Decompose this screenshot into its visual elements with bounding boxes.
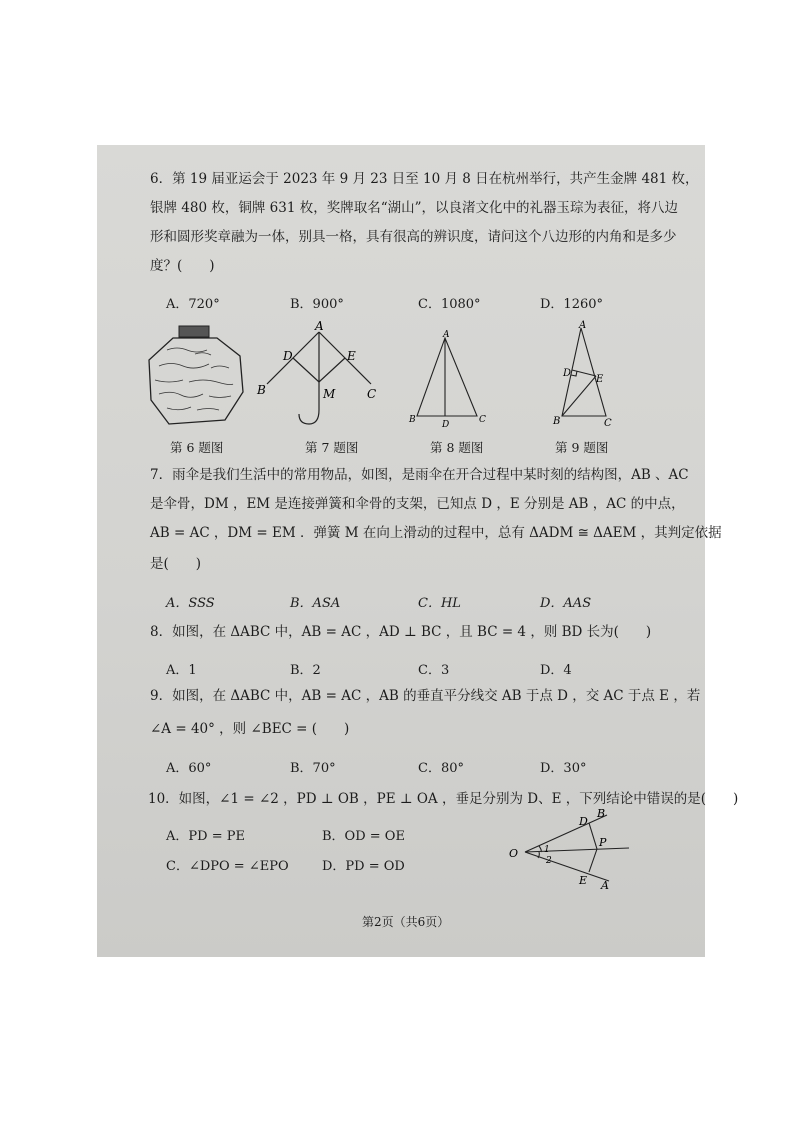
fig7-label-a: A	[315, 319, 324, 333]
q6-line4: 度？( )	[150, 258, 215, 274]
fig8-triangle-diagram	[405, 330, 490, 430]
q10-option-b: B．OD = OE	[322, 829, 405, 844]
fig8-label-c: C	[479, 415, 486, 425]
q6-line2: 银牌 480 枚，铜牌 631 枚，奖牌取名“湖山”，以良渚文化中的礼器玉琮为表征，将八边	[150, 200, 679, 216]
q8-text: 8．如图，在 ΔABC 中，AB = AC ，AD ⊥ BC ，且 BC = 4 ，则 BD 长为( )	[150, 624, 652, 640]
fig9-caption: 第 9 题图	[555, 440, 609, 455]
fig7-label-m: M	[323, 387, 336, 401]
q8-option-b: B．2	[290, 663, 321, 678]
fig7-label-e: E	[347, 349, 356, 363]
q10-option-c: C．∠DPO = ∠EPO	[166, 859, 289, 874]
fig9-label-b: B	[553, 416, 561, 427]
q6-option-c: C．1080°	[418, 297, 481, 312]
q10-text: 10．如图，∠1 = ∠2 ，PD ⊥ OB ，PE ⊥ OA ，垂足分别为 D、E ，下列结论中错误的是( )	[148, 791, 739, 807]
q6-option-d: D．1260°	[540, 297, 604, 312]
fig10-label-e: E	[579, 874, 588, 887]
fig10-label-o: O	[509, 847, 519, 860]
q6-line1: 6．第 19 届亚运会于 2023 年 9 月 23 日至 10 月 8 日在杭州举行，共产生金牌 481 枚，	[150, 171, 699, 187]
fig10-label-a: A	[601, 879, 609, 892]
q9-option-d: D．30°	[540, 761, 587, 776]
q6-line3: 形和圆形奖章融为一体，别具一格，具有很高的辨识度，请问这个八边形的内角和是多少	[150, 229, 677, 245]
fig10-angle-2: 2	[546, 856, 552, 866]
fig10-label-p: P	[599, 836, 607, 849]
fig8-label-b: B	[409, 415, 416, 425]
q10-option-d: D．PD = OD	[322, 859, 405, 874]
fig7-caption: 第 7 题图	[305, 440, 359, 455]
fig10-angle-1: 1	[544, 845, 550, 855]
q7-option-d: D．AAS	[540, 596, 592, 611]
fig9-label-d: D	[563, 368, 572, 379]
fig10-angle-diagram	[505, 805, 630, 890]
fig9-label-a: A	[579, 320, 587, 331]
q7-line3: AB = AC ，DM = EM ．弹簧 M 在向上滑动的过程中，总有 ΔADM ≅ ΔAEM ，其判定依据	[150, 525, 722, 541]
q7-option-a: A．SSS	[166, 596, 215, 611]
q7-option-b: B．ASA	[290, 596, 341, 611]
fig7-label-c: C	[367, 387, 377, 401]
fig9-triangle-diagram	[548, 320, 623, 432]
fig8-label-d: D	[442, 420, 450, 430]
fig10-label-d: D	[579, 815, 588, 828]
q8-option-a: A．1	[166, 663, 197, 678]
fig7-umbrella-diagram	[255, 318, 385, 433]
fig7-label-d: D	[283, 349, 293, 363]
q6-option-b: B．900°	[290, 297, 344, 312]
fig8-label-a: A	[443, 330, 450, 340]
fig6-octagon-medal	[145, 324, 245, 434]
q9-option-c: C．80°	[418, 761, 464, 776]
page-number: 第2页（共6页）	[362, 915, 450, 929]
fig9-label-c: C	[604, 418, 612, 429]
q9-option-b: B．70°	[290, 761, 336, 776]
q7-line2: 是伞骨，DM ，EM 是连接弹簧和伞骨的支架，已知点 D ，E 分别是 AB ，AC 的中点，	[150, 496, 685, 512]
fig7-label-b: B	[257, 383, 266, 397]
q6-option-a: A．720°	[166, 297, 220, 312]
q9-option-a: A．60°	[166, 761, 212, 776]
fig6-caption: 第 6 题图	[170, 440, 224, 455]
q9-line1: 9．如图，在 ΔABC 中，AB = AC ，AB 的垂直平分线交 AB 于点 D ，交 AC 于点 E ，若	[150, 688, 701, 704]
q8-option-d: D．4	[540, 663, 572, 678]
fig8-caption: 第 8 题图	[430, 440, 484, 455]
q7-option-c: C．HL	[418, 596, 461, 611]
q7-line4: 是( )	[150, 556, 202, 572]
q8-option-c: C．3	[418, 663, 450, 678]
q10-option-a: A．PD = PE	[166, 829, 245, 844]
fig10-label-b: B	[597, 807, 606, 820]
q9-line2: ∠A = 40° ，则 ∠BEC = ( )	[150, 721, 350, 737]
fig9-label-e: E	[596, 374, 604, 385]
q7-line1: 7．雨伞是我们生活中的常用物品，如图，是雨伞在开合过程中某时刻的结构图，AB 、AC	[150, 467, 689, 483]
